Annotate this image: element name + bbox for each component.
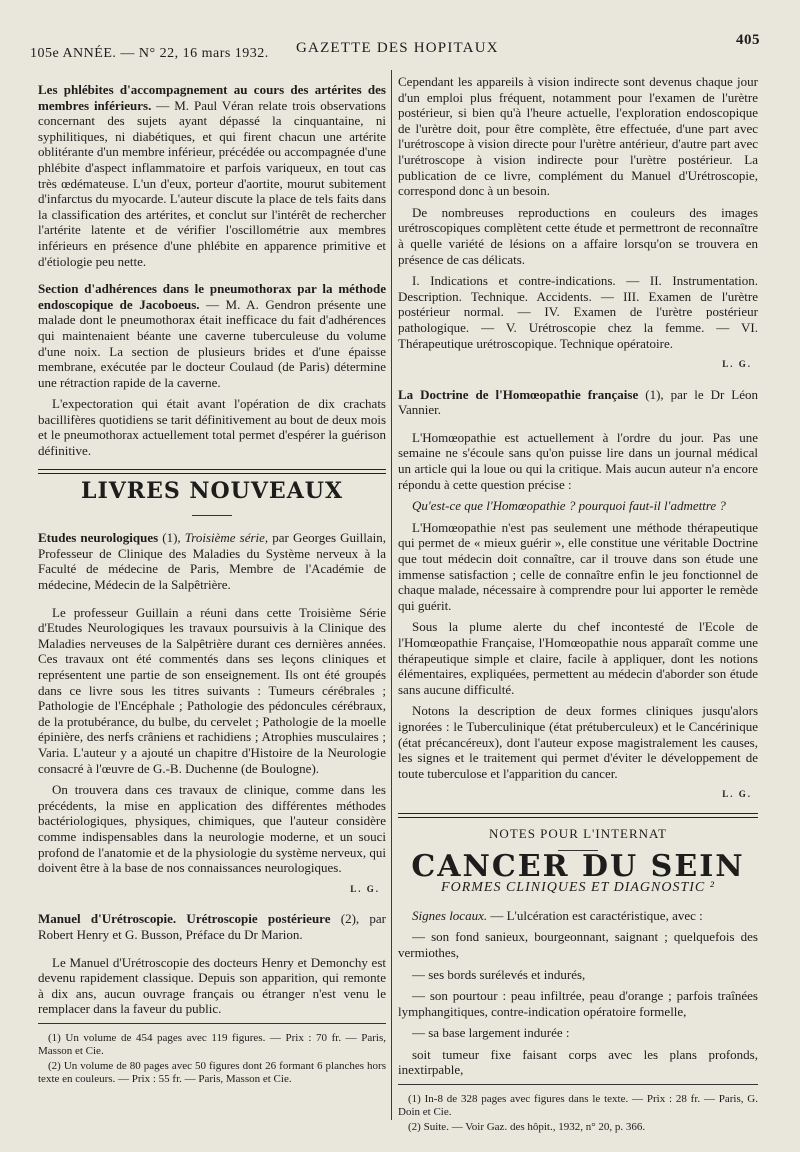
livres-nouveaux-title: LIVRES NOUVEAUX [80,477,344,504]
book-entry-etudes [38,530,386,592]
book-title: Etudes neurologiques [38,530,159,546]
issue-info: 105e ANNÉE. — N° 22, 16 mars 1932. [30,46,269,61]
book-author: par Robert Henry et G. Busson, Préface du Dr Marion. [38,911,387,942]
right-footnotes [398,1093,758,1134]
book-author: par Georges Guillain, Professeur de Clinique des Maladies du Système nerveux à la Faculté de médecine de Paris, Membre de l'Académie de médecine, Médecin de la Salpêtrière. [38,530,386,593]
signes-paragraph [398,908,758,924]
reviewer-signature: L. G. [722,789,752,800]
section-divider [38,469,386,474]
signes-text: — L'ulcération est caractéristique, avec : [490,907,703,923]
review-paragraph: Le Manuel d'Urétroscopie des docteurs Henry et Demonchy est devenu rapidement classique. Depuis son apparition, qui remonte à dix ans, aucun ouvrage français ou étranger n'est venu le remplacer dans la faveur du public. [38,954,386,1017]
footnote-divider [38,1023,386,1024]
review-question: Qu'est-ce que l'Homœopathie ? pourquoi faut-il l'admettre ? [412,498,726,514]
review-paragraph: Cependant les appareils à vision indirecte sont devenus chaque jour d'un emploi plus fréquent, notamment pour l'examen de l'urètre postérieur, si bien qu'à l'heure actuelle, l'exploration endoscopique de l'urètre doit, pour être complète, être effectuée, d'une part avec l'urétroscope à vision directe pour l'urètre antérieur, d'autre part avec l'urétroscope à vision indirecte pour l'urètre postérieur. La publication de ce livre, complément du Manuel d'Urétroscopie, correspond donc à un besoin. [398,74,758,199]
left-column [38,82,386,1088]
list-item: — sa base largement indurée : [412,1025,570,1041]
footnote: (2) Un volume de 80 pages avec 50 figures dont 26 formant 6 planches hors texte en couleurs. — Prix : 55 fr. — Paris, Masson et Cie. [38,1059,386,1085]
review-paragraph: I. Indications et contre-indications. — II. Instrumentation. Description. Technique. Accidents. — III. Examen de l'urètre postérieur normal. — IV. Examen de l'urètre postérieur pathologique. — V. Urétroscopie chez la femme. — VI. Thérapeutique urétroscopique. Technique opératoire. [398,273,758,351]
cancer-du-sein-title: CANCER DU SEIN [411,848,745,884]
article-title: Les phlébites d'accompagnement au cours des artérites des membres inférieurs. [38,82,386,113]
phlebites-article [38,82,386,269]
reviewer-signature: L. G. [722,359,752,370]
review-paragraph: On trouvera dans ces travaux de clinique, comme dans les précédents, la mise en application des différentes méthodes bactériologiques, physiques, chimiques, que l'auteur considère comme indispensables dans la neurologie moderne, et un souci profond de l'anatomie et de la physiologie du système nerveux, qui doivent être à la base de nos connaissances neurologiques. [38,782,386,876]
column-divider [391,70,392,1120]
book-title: Manuel d'Urétroscopie. Urétroscopie postérieure [38,911,331,927]
list-item: — ses bords surélevés et indurés, [412,966,586,982]
footnote: (1) Un volume de 454 pages avec 119 figures. — Prix : 70 fr. — Paris, Masson et Cie. [38,1031,386,1057]
article-body: — M. Paul Véran relate trois observations concernant des sujets ayant dépassé la cinquantaine, ni syphilitiques, ni diabétiques, et qui firent chacun une artérite oblitérante d'un membre inférieur, précédée ou accompagnée d'une phlébite d'aspect inflammatoire et parfois variqueux, en tout cas très œdémateuse. L'un d'eux, porteur d'aortite, mourut subitement d'infarctus du myocarde. L'auteur discute la place de tels faits dans la classification des artérites, et conclut sur l'intérêt de rechercher l'artérite latente et de vérifier l'oscillométrie aux membres inférieurs en présence d'une phlébite en apparence primitive et d'étiologie peu nette. [38,97,386,269]
signes-lead: Signes locaux. [412,907,488,923]
reviewer-signature: L. G. [350,883,380,894]
list-item: — son fond sanieux, bourgeonnant, saignant ; quelquefois des vermiothes, [398,929,758,960]
review-paragraph: L'Homœopathie n'est pas seulement une méthode thérapeutique qui permet de « mieux guérir », elle constitue une véritable Doctrine que tout médecin doit connaître, car il trouve dans son étude une immense satisfaction ; celle de connaître enfin le jeu fonctionnel de chaque malade, nécessaire à comprendre pour lui apporter le remède qui guérit. [398,519,758,613]
section-adherences-article [38,281,386,390]
footnote: (2) Suite. — Voir Gaz. des hôpit., 1932, n° 20, p. 366. [408,1121,646,1134]
review-paragraph: L'Homœopathie est actuellement à l'ordre du jour. Pas une semaine ne s'écoule sans qu'on puisse lire dans un journal médical un article qui la loue ou qui la critique. Mais aucun auteur n'a encore répondu à cette question précise : [398,429,758,492]
left-footnotes [38,1032,386,1086]
list-item: soit tumeur fixe faisant corps avec les plans profonds, inextirpable, [398,1046,758,1078]
page-number: 405 [736,32,760,48]
book-entry-doctrine [398,387,758,418]
article-title: Section d'adhérences dans le pneumothorax par la méthode endoscopique de Jacoboeus. [38,281,386,312]
article-paragraph: L'expectoration qui était avant l'opération de dix crachats bacillifères quotidiens se tarit définitivement au bout de deux mois et le pneumothorax actuellement total permet d'espérer la guérison définitive. [38,396,386,459]
journal-title: GAZETTE DES HOPITAUX [296,40,499,56]
review-paragraph: Sous la plume alerte du chef incontesté de l'Ecole de l'Homœopathie Française, l'Homœopathie nous apparaît comme une thérapeutique simple et claire, facile à appliquer, dont les notions élémentaires, expliquées, permettent au médecin d'aborder son étude sans aucune difficulté. [398,619,758,697]
right-column [398,74,758,1136]
book-title: La Doctrine de l'Homœopathie française [398,386,639,402]
notes-internat-title: NOTES POUR L'INTERNAT [489,825,667,841]
review-paragraph: Le professeur Guillain a réuni dans cette Troisième Série d'Etudes Neurologiques les travaux poursuivis à la Clinique des Maladies nerveuses de la Salpêtrière durant ces dernières années. Ces travaux ont été commentés dans ses leçons cliniques et représentent une partie de son enseignement. Ils ont été groupés dans ce livre sous les titres suivants : Tumeurs cérébrales ; Pathologie de l'Encéphale ; Pathologie des pédoncules cérébraux, de la protubérance, du bulbe, du cervelet ; Pathologie de la moelle épinière, des nerfs crâniens et rachidiens ; Atrophies musculaires ; Varia. L'auteur y a ajouté un chapitre d'Histoire de la Neurologie consacré à l'œuvre de G.-B. Duchenne (de Boulogne). [38,604,386,776]
book-entry-manuel [38,911,386,942]
footnote-divider [398,1084,758,1085]
title-underline [192,515,232,516]
book-series: Troisième série, [184,530,269,546]
review-paragraph: Notons la description de deux formes cliniques jusqu'alors ignorées : le Tuberculinique (état prétuberculeux) et le Cancérinique (état précancéreux), dont l'auteur expose magistralement les causes, les signes et le traitement qui permet d'éviter le développement de toute tuberculose et l'apparition du cancer. [398,703,758,781]
article-subtitle: FORMES CLINIQUES ET DIAGNOSTIC ² [441,880,715,896]
book-author: (1), par le Dr Léon Vannier. [398,386,758,418]
article-body: — M. A. Gendron présente une malade dont le pneumothorax était inefficace du fait d'adhérences qui maintenaient béante une caverne tuberculeuse du volume d'une noix. La section de plusieurs brides et d'une épaisse membrane, exécutée par le docteur Coulaud (de Paris) détermine une rétraction rapide de la caverne. [38,296,386,390]
footnote: (1) In-8 de 328 pages avec figures dans le texte. — Prix : 28 fr. — Paris, G. Doin et Cie. [398,1093,758,1119]
section-divider [398,813,758,818]
footnote-ref: (1), [162,530,181,546]
page-header [30,32,760,60]
review-paragraph: De nombreuses reproductions en couleurs des images urétroscopiques complètent cette étude et permettront de reconnaître à quelle variété de lésions on a affaire lorsqu'on se trouvera en présence de cas délicats. [398,204,758,267]
footnote-ref: (2), [340,911,360,927]
list-item: — son pourtour : peau infiltrée, peau d'orange ; parfois traînées lymphangitiques, contre-indication opératoire formelle, [398,988,758,1019]
